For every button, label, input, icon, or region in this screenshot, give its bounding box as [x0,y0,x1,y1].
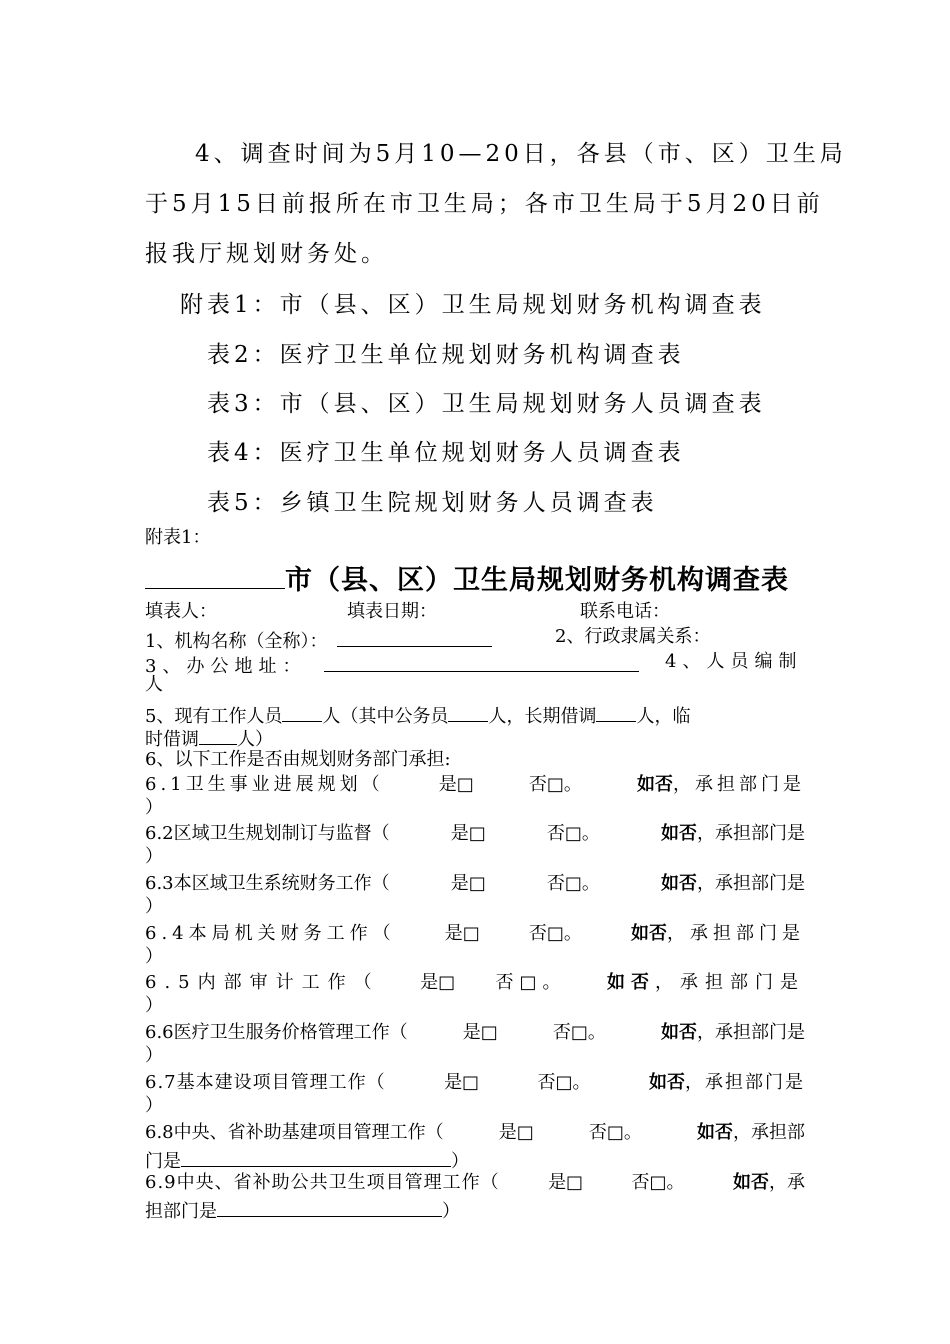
intro-line-3: 报我厅规划财务处。 [145,241,388,267]
no-checkbox[interactable]: 否□。 [546,873,600,894]
if-no-label: 如否 [660,873,697,894]
intro-line-1: 4、调查时间为5月10—20日，各县（市、区）卫生局 [195,141,847,167]
item-6-2 [145,823,805,845]
dept-label: ，承担部门是 [654,972,805,993]
no-checkbox[interactable]: 否□。 [528,923,582,944]
no-checkbox[interactable]: 否□。 [495,972,567,993]
item-6-5-label: 6.5内部审计工作（ [145,972,380,993]
date-label: 填表日期： [347,601,437,622]
q5-e: 时借调 [145,729,199,750]
item-6-8-dept: 门是 [145,1151,181,1172]
item-6-6-label: 6.6医疗卫生服务价格管理工作（ [145,1022,408,1043]
q3-label: 3、办公地址： [145,656,307,677]
item-6-9-label: 6.9中央、省补助公共卫生项目管理工作（ [145,1172,500,1193]
title-blank[interactable] [145,562,285,589]
if-no-label: 如否 [631,923,667,944]
item-6-9-close: ） [442,1201,460,1222]
item-6-6 [145,1022,805,1044]
item-6-9-row-2 [145,1196,460,1223]
q5-f: 人） [237,729,273,750]
q1-row [145,626,492,653]
item-6-1-label: 6.1卫生事业进展规划（ [145,774,384,795]
dept-label: ，承担部门是 [696,823,805,844]
yes-checkbox[interactable]: 是□ [420,972,456,993]
item-6-6-close: ） [145,1045,163,1066]
item-6-2-label: 6.2区域卫生规划制订与监督（ [145,823,390,844]
q5-blank-3[interactable] [596,701,636,722]
item-6-7-close: ） [145,1095,163,1116]
dept-label: ，承 [768,1172,805,1193]
item-6-8-blank[interactable] [181,1146,451,1167]
attachment-5: 表5：乡镇卫生院规划财务人员调查表 [207,490,658,516]
dept-label: ，承担部门是 [673,774,805,795]
yes-checkbox[interactable]: 是□ [444,923,480,944]
no-checkbox[interactable]: 否□。 [546,823,600,844]
q5-blank-1[interactable] [282,701,322,722]
annex-label: 附表1： [145,527,211,548]
item-6-5-close: ） [145,995,163,1016]
item-6-8-close: ） [451,1151,469,1172]
yes-checkbox[interactable]: 是□ [450,823,486,844]
intro-line-2: 于5月15日前报所在市卫生局；各市卫生局于5月20日前 [145,191,824,217]
item-6-3 [145,873,805,895]
yes-checkbox[interactable]: 是□ [548,1172,584,1193]
item-6-4-label: 6.4本局机关财务工作（ [145,923,396,944]
if-no-label: 如否 [660,1022,697,1043]
yes-checkbox[interactable]: 是□ [438,774,474,795]
item-6-8-row-2 [145,1146,469,1173]
dept-label: ，承担部门是 [696,1022,805,1043]
if-no-label: 如否 [732,1172,769,1193]
no-checkbox[interactable]: 否□。 [552,1022,606,1043]
item-6-3-close: ） [145,896,163,917]
form-title-row [145,558,789,597]
item-6-5 [145,972,805,994]
dept-label: ，承担部门是 [696,873,805,894]
q4-cont: 人 [145,674,163,695]
item-6-1 [145,774,805,796]
q5-blank-2[interactable] [448,701,488,722]
dept-label: ，承担部门是 [684,1072,805,1093]
form-title: 市（县、区）卫生局规划财务机构调查表 [285,565,789,596]
q2-label: 2、行政隶属关系： [555,626,711,647]
item-6-8 [145,1122,805,1144]
no-checkbox[interactable]: 否□。 [588,1122,642,1143]
attachment-4: 表4：医疗卫生单位规划财务人员调查表 [207,440,685,466]
item-6-4 [145,923,805,945]
item-6-3-label: 6.3本区域卫生系统财务工作（ [145,873,390,894]
item-6-2-close: ） [145,846,163,867]
if-no-label: 如否 [637,774,673,795]
item-6-7 [145,1072,805,1094]
q5-a: 5、现有工作人员 [145,706,283,727]
yes-checkbox[interactable]: 是□ [450,873,486,894]
dept-label: ，承担部门是 [667,923,805,944]
q5-d: 人，临 [636,706,691,727]
yes-checkbox[interactable]: 是□ [444,1072,480,1093]
item-6-4-close: ） [145,946,163,967]
dept-label: ，承担部 [732,1122,805,1143]
if-no-label: 如否 [696,1122,733,1143]
item-6-9-blank[interactable] [217,1196,442,1217]
q5-row-2 [145,724,273,751]
attachment-1: 附表1：市（县、区）卫生局规划财务机构调查表 [180,292,766,318]
attachment-3: 表3：市（县、区）卫生局规划财务人员调查表 [207,391,766,417]
q4-label: 4、人员编制 [665,651,803,672]
if-no-label: 如否 [660,823,697,844]
q3-row [145,651,639,678]
q1-label: 1、机构名称（全称）： [145,631,328,652]
q1-blank[interactable] [337,626,492,647]
item-6-1-close: ） [145,797,163,818]
yes-checkbox[interactable]: 是□ [462,1022,498,1043]
yes-checkbox[interactable]: 是□ [498,1122,534,1143]
if-no-label: 如否 [606,972,655,993]
q5-b: 人（其中公务员 [322,706,449,727]
no-checkbox[interactable]: 否□。 [631,1172,685,1193]
if-no-label: 如否 [648,1072,685,1093]
attachment-2: 表2：医疗卫生单位规划财务机构调查表 [207,342,685,368]
item-6-8-label: 6.8中央、省补助基建项目管理工作（ [145,1122,444,1143]
item-6-7-label: 6.7基本建设项目管理工作（ [145,1072,386,1093]
item-6-9-dept: 担部门是 [145,1201,217,1222]
no-checkbox[interactable]: 否□。 [528,774,582,795]
no-checkbox[interactable]: 否□。 [537,1072,591,1093]
q5-blank-4[interactable] [199,724,237,745]
phone-label: 联系电话： [580,601,670,622]
filler-label: 填表人： [145,601,217,622]
q3-blank[interactable] [324,651,639,672]
q5-c: 人，长期借调 [488,706,597,727]
item-6-9 [145,1172,805,1194]
q6-label: 6、以下工作是否由规划财务部门承担: [145,749,451,770]
